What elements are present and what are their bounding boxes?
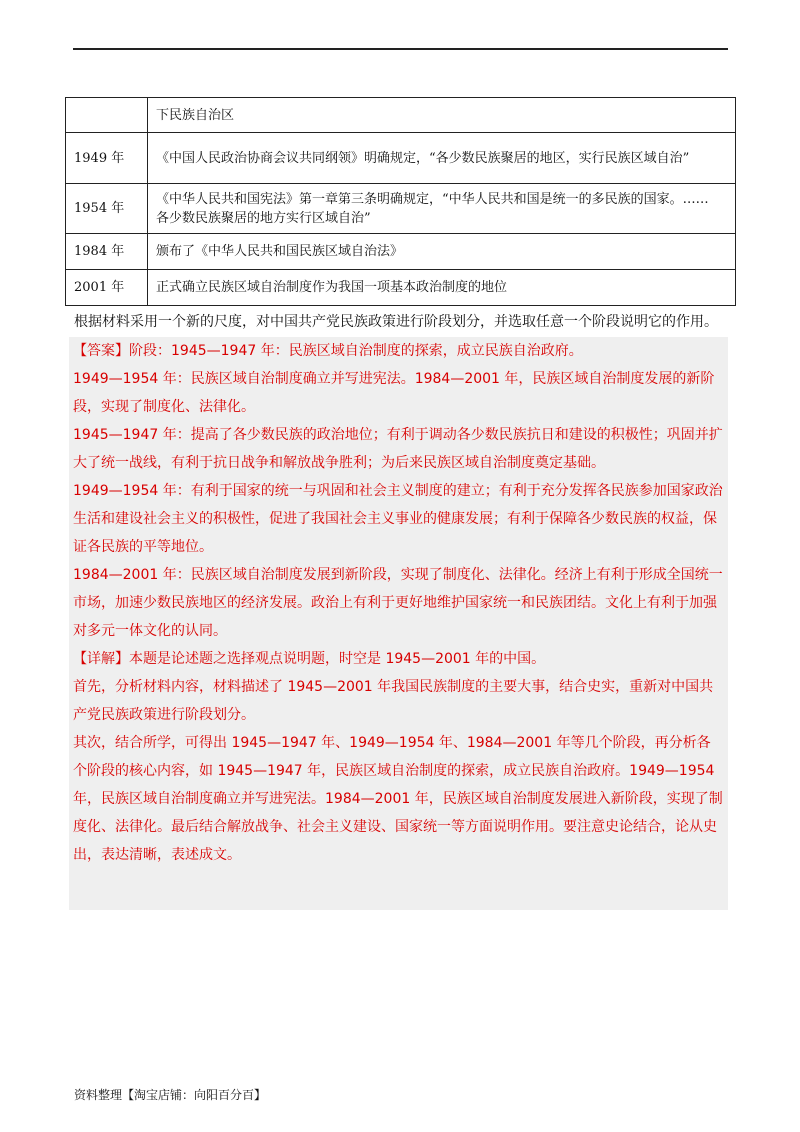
event-cell: 《中国人民政治协商会议共同纲领》明确规定，“各少数民族聚居的地区，实行民族区域自治”	[148, 133, 736, 184]
event-cell: 颁布了《中华人民共和国民族区域自治法》	[148, 234, 736, 270]
table-row	[66, 270, 736, 306]
answer-paragraph: 1984—2001 年：民族区域自治制度发展到新阶段，实现了制度化、法律化。经济上有利于形成全国统一市场，加速少数民族地区的经济发展。政治上有利于更好地维护国家统一和民族团结。文化上有利于加强对多元一体文化的认同。	[73, 567, 723, 639]
table-row	[66, 184, 736, 234]
answer-paragraph: 1945—1947 年：提高了各少数民族的政治地位；有利于调动各少数民族抗日和建设的积极性；巩固并扩大了统一战线，有利于抗日战争和解放战争胜利；为后来民族区域自治制度奠定基础。	[73, 427, 723, 471]
table-row	[66, 98, 736, 133]
year-cell: 1954 年	[66, 184, 148, 234]
header-rule	[73, 48, 728, 50]
table-row	[66, 234, 736, 270]
question-text: 根据材料采用一个新的尺度，对中国共产党民族政策进行阶段划分，并选取任意一个阶段说明它的作用。	[74, 314, 718, 330]
answer-paragraph: 【答案】阶段：1945—1947 年：民族区域自治制度的探索，成立民族自治政府。	[73, 343, 583, 359]
year-cell: 2001 年	[66, 270, 148, 306]
event-cell: 下民族自治区	[148, 98, 736, 133]
answer-paragraph: 1949—1954 年：有利于国家的统一与巩固和社会主义制度的建立；有利于充分发挥各民族参加国家政治生活和建设社会主义的积极性，促进了我国社会主义事业的健康发展；有利于保障各少数民族的权益，保证各民族的平等地位。	[73, 483, 723, 555]
table-row	[66, 133, 736, 184]
answer-paragraph: 1949—1954 年：民族区域自治制度确立并写进宪法。1984—2001 年，民族区域自治制度发展的新阶段，实现了制度化、法律化。	[73, 371, 715, 415]
year-cell: 1984 年	[66, 234, 148, 270]
explanation-paragraph: 其次，结合所学，可得出 1945—1947 年、1949—1954 年、1984—2001 年等几个阶段，再分析各个阶段的核心内容，如 1945—1947 年，民族区域自治制度的探索，成立民族自治政府。1949—1954 年，民族区域自治制度确立并写进宪法。1984—2001 年，民族区域自治制度发展进入新阶段，实现了制度化、法律化。最后结合解放战争、社会主义建设、国家统一等方面说明作用。要注意史论结合，论从史出，表达清晰，表述成文。	[73, 735, 723, 863]
answer-block	[69, 337, 728, 910]
event-cell: 《中华人民共和国宪法》第一章第三条明确规定，“中华人民共和国是统一的多民族的国家。……各少数民族聚居的地方实行区域自治”	[148, 184, 736, 234]
footer-source: 资料整理【淘宝店铺：向阳百分百】	[74, 1088, 267, 1102]
event-cell: 正式确立民族区域自治制度作为我国一项基本政治制度的地位	[148, 270, 736, 306]
explanation-paragraph: 【详解】本题是论述题之选择观点说明题，时空是 1945—2001 年的中国。	[73, 651, 546, 667]
year-cell: 1949 年	[66, 133, 148, 184]
year-cell	[66, 98, 148, 133]
explanation-paragraph: 首先，分析材料内容，材料描述了 1945—2001 年我国民族制度的主要大事，结合史实，重新对中国共产党民族政策进行阶段划分。	[73, 679, 714, 723]
timeline-table	[65, 97, 736, 306]
